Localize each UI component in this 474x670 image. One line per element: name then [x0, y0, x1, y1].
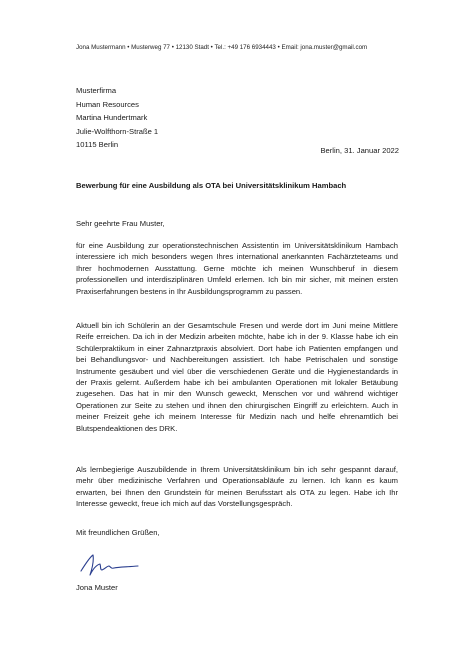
recipient-department: Human Resources	[76, 99, 139, 109]
letter-date: Berlin, 31. Januar 2022	[320, 146, 399, 155]
recipient-address	[76, 84, 158, 152]
recipient-company: Musterfirma	[76, 86, 117, 95]
signer-name: Jona Muster	[76, 583, 118, 592]
sender-contact-line: Jona Mustermann • Musterweg 77 • 12130 Stadt • Tel.: +49 176 6934443 • Email: jona.muster@gmail.com	[76, 44, 368, 51]
paragraph-motivation: für eine Ausbildung zur operationstechnischen Assistentin im Universitätsklinikum Hambach interessiere ich mich besonders wegen Ihres international anerkannten Fachärzteteams und Ihrer hochmodernen Ausstattung. Gerne möchte ich meinen Wunschberuf in diesem professionellen und interdisziplinären Umfeld erlernen. Ich bin mir sicher, mit meinen ersten Praxiserfahrungen bestens in Ihr Ausbildungsprogramm zu passen.	[76, 241, 398, 296]
recipient-city: 10115 Berlin	[76, 140, 119, 150]
closing-phrase: Mit freundlichen Grüßen,	[76, 528, 160, 537]
recipient-person: Martina Hundertmark	[76, 113, 148, 123]
recipient-street: Julie-Wolfthorn-Straße 1	[76, 126, 159, 136]
salutation: Sehr geehrte Frau Muster,	[76, 219, 165, 228]
letter-subject: Bewerbung für eine Ausbildung als OTA bei Universitätsklinikum Hambach	[76, 181, 347, 190]
signature-icon	[78, 551, 142, 579]
paragraph-experience: Aktuell bin ich Schülerin an der Gesamtschule Fresen und werde dort im Juni meine Mittlere Reife erreichen. Da ich in der Medizin arbeiten möchte, habe ich in der 9. Klasse habe ich ein Schülerpraktikum in einer Zahnarztpraxis absolviert. Dort habe ich Patienten empfangen und bei Behandlungsvor- und Nachbereitungen assistiert. Ich habe Petrischalen und sonstige Instrumente gesäubert und viel über die verschiedenen Geräte und die Hygienestandards in der Praxis gelernt. Außerdem habe ich bei ambulanten Operationen mit lokaler Betäubung zugesehen. Das hat in mir den Wunsch geweckt, Menschen vor und während wichtiger Operationen zur Seite zu stehen und ihnen den chirurgischen Eingriff zu erleichtern. Auch in meiner Freizeit gehe ich meinem Interesse für Medizin nach und helfe ehrenamtlich bei Blutspendeaktionen des DRK.	[76, 321, 398, 433]
paragraph-closing: Als lernbegierige Auszubildende in Ihrem Universitätsklinikum bin ich sehr gespannt darauf, mehr über medizinische Verfahren und Operationsabläufe zu lernen. Ich kann es kaum erwarten, bei Ihnen den Grundstein für meinen Berufsstart als OTA zu legen. Habe ich Ihr Interesse geweckt, freue ich mich auf das Vorstellungsgespräch.	[76, 465, 398, 509]
